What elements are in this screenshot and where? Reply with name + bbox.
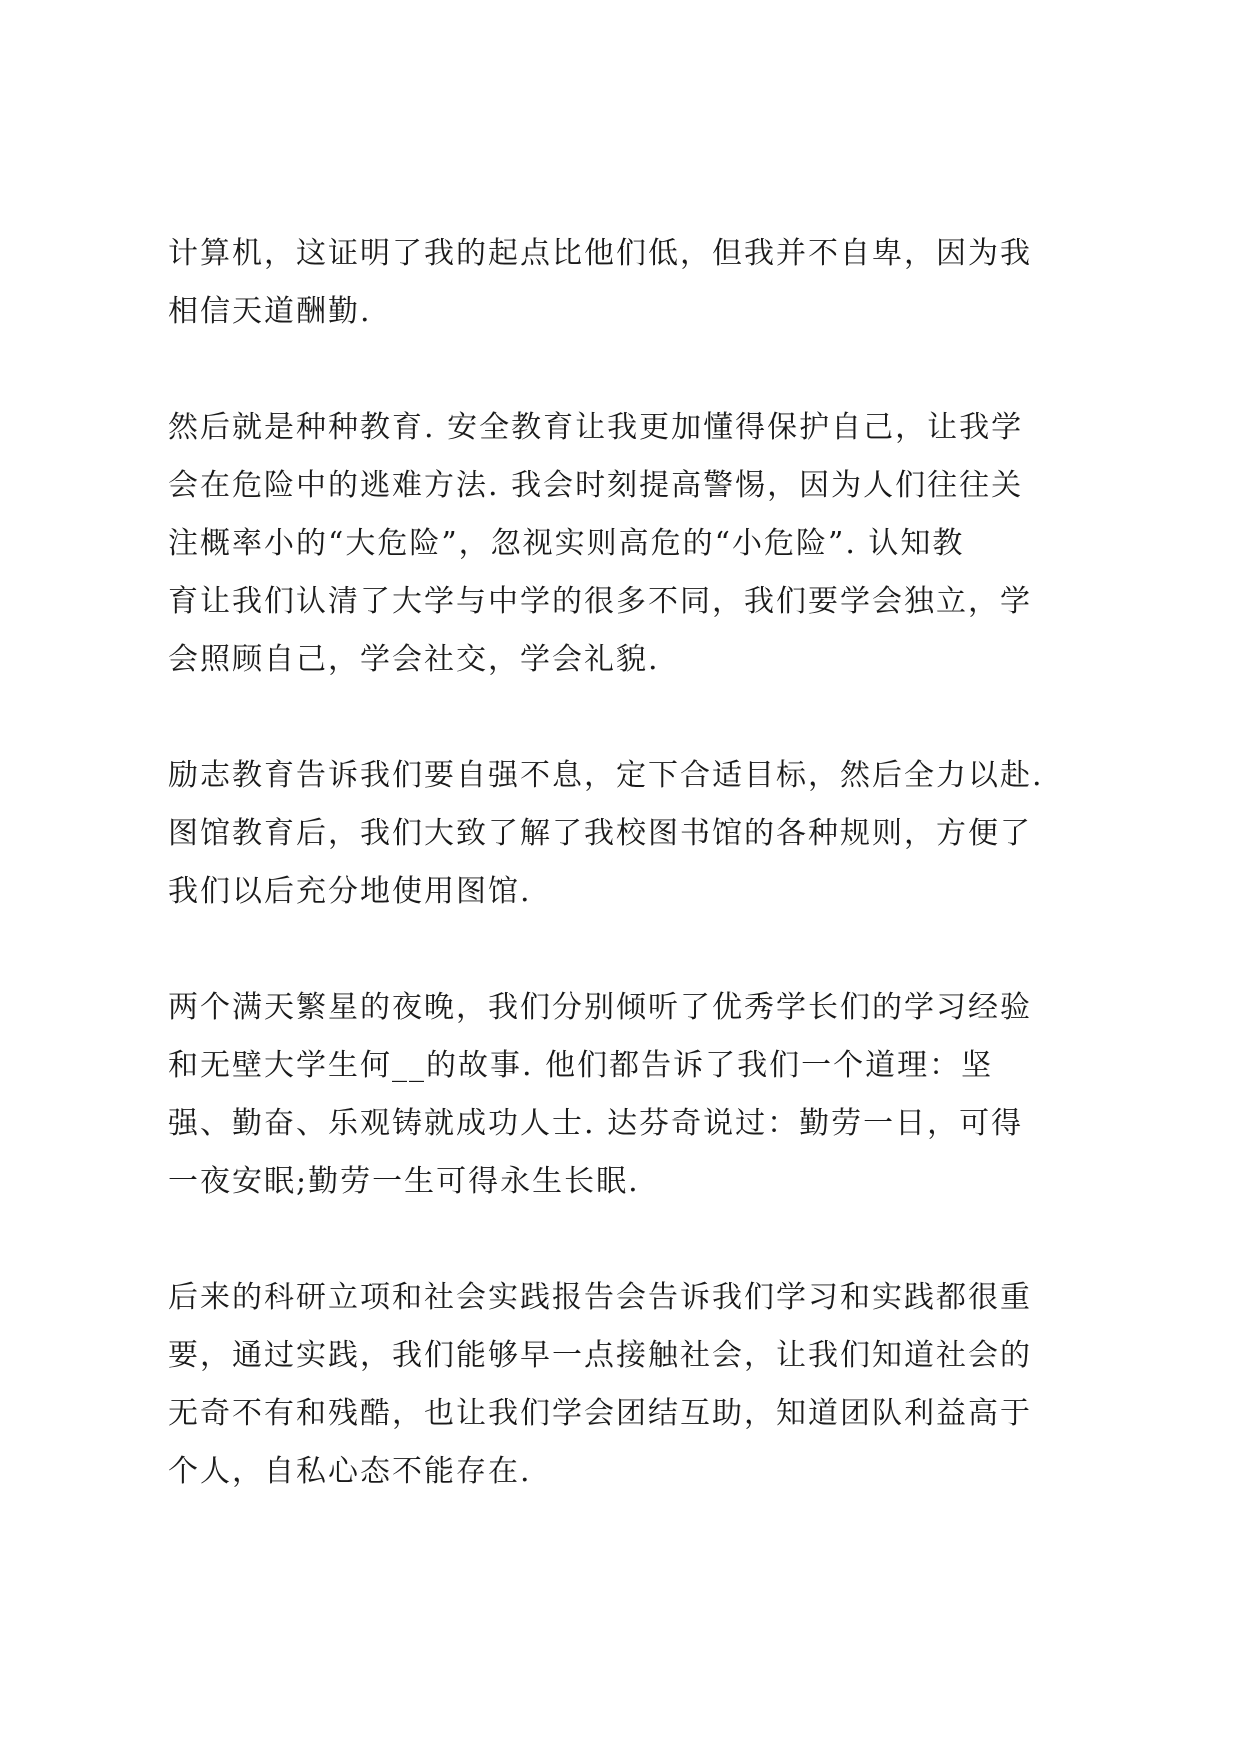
paragraph-3: 励志教育告诉我们要自强不息，定下合适目标，然后全力以赴. 图馆教育后，我们大致了解了我校图书馆的各种规则，方便了 我们以后充分地使用图馆. — [168, 758, 1044, 909]
paragraph-1: 计算机，这证明了我的起点比他们低，但我并不自卑，因为我 相信天道酬勤. — [168, 236, 1032, 329]
paragraph-5: 后来的科研立项和社会实践报告会告诉我们学习和实践都很重 要，通过实践，我们能够早一点接触社会，让我们知道社会的 无奇不有和残酷，也让我们学会团结互助，知道团队利益高于 个人，自私心态不能存在. — [168, 1280, 1032, 1489]
document-body — [168, 225, 1073, 1559]
paragraph-2: 然后就是种种教育. 安全教育让我更加懂得保护自己，让我学 会在危险中的逃难方法. 我会时刻提高警惕，因为人们往往关 注概率小的“大危险”，忽视实则高危的“小危险”. 认知教 育让我们认清了大学与中学的很多不同，我们要学会独立，学 会照顾自己，学会社交，学会礼貌. — [168, 410, 1032, 677]
paragraph-4: 两个满天繁星的夜晚，我们分别倾听了优秀学长们的学习经验 和无壁大学生何__的故事. 他们都告诉了我们一个道理：坚 强、勤奋、乐观铸就成功人士. 达芬奇说过：勤劳一日，可得 一夜安眠;勤劳一生可得永生长眠. — [168, 990, 1032, 1199]
